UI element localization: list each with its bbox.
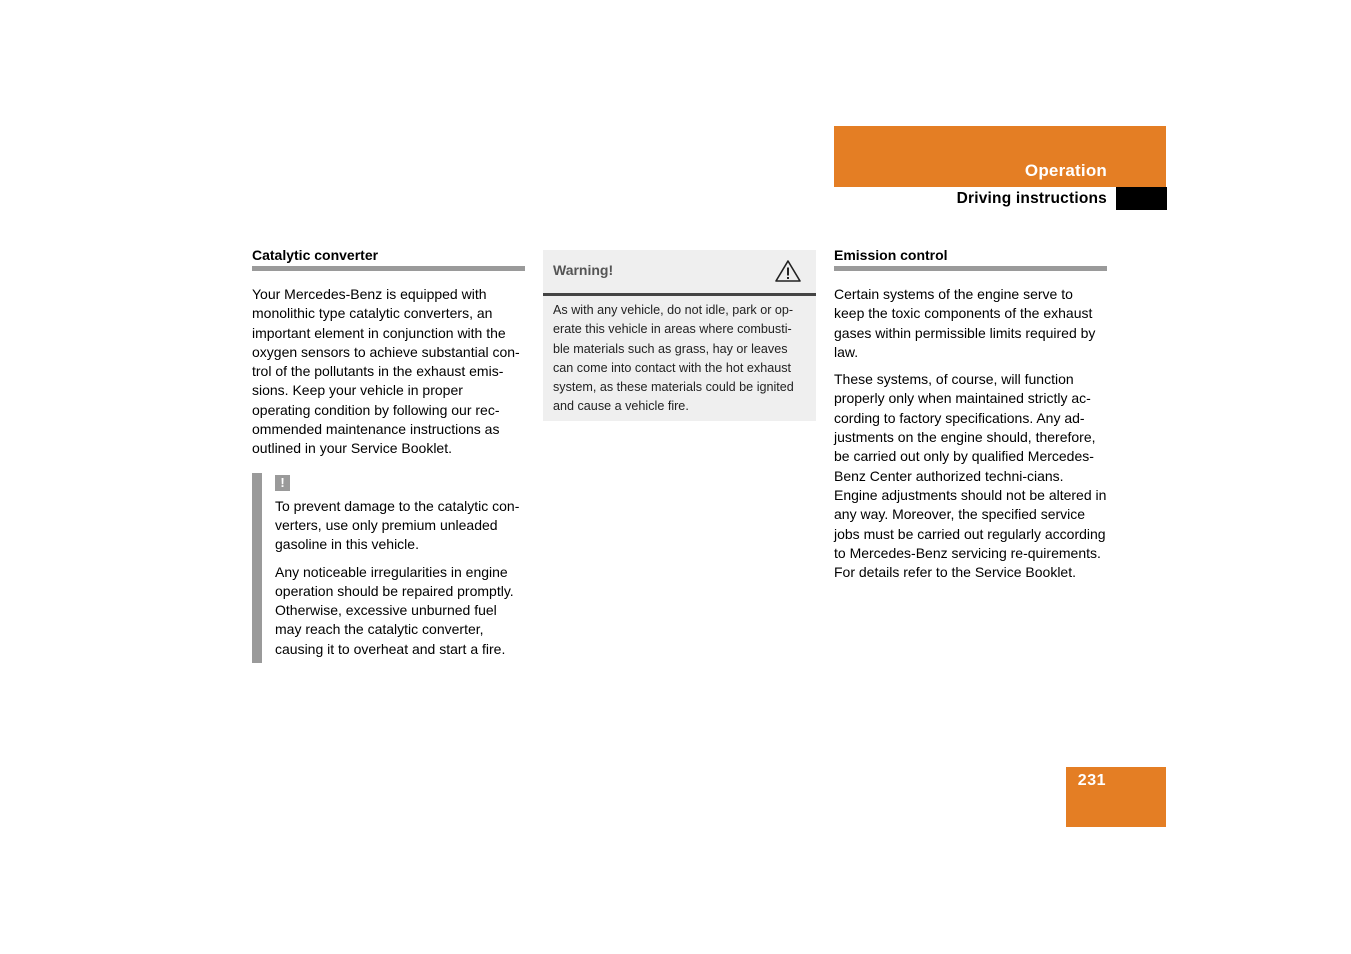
emission-control-section (834, 246, 1107, 590)
warning-body: As with any vehicle, do not idle, park or op-erate this vehicle in areas where combusti-ble materials such as grass, hay or leaves can come into contact with the hot exhaust system, as these materials could be ignited and cause a vehicle fire. (553, 303, 794, 414)
catalytic-converter-heading: Catalytic converter (252, 247, 379, 263)
section-title: Operation (1024, 161, 1107, 180)
warning-header (543, 250, 816, 296)
section-heading (834, 246, 1107, 271)
header-band (834, 126, 1166, 187)
page-number: 231 (1077, 772, 1106, 789)
warning-box (543, 250, 816, 421)
catalytic-converter-section (252, 246, 525, 663)
notice-bar (252, 473, 262, 663)
emission-control-paragraph: Certain systems of the engine serve to keep the toxic components of the exhaust gases within permissible limits required by law. (834, 286, 1096, 360)
chapter-subtitle: Driving instructions (956, 190, 1107, 207)
emission-control-paragraph: These systems, of course, will function properly only when maintained strictly ac-cording to factory specifications. Any ad-justments on the engine should, therefore, be carried out only by qualified Mercedes-Benz Center authorized techni-cians. Engine adjustments should not be altered in any way. Moreover, the specified service jobs must be carried out regularly according to Mercedes-Benz servicing re-quirements. For details refer to the Service Booklet. (834, 371, 1107, 581)
header-tab-marker (1116, 187, 1167, 210)
warning-triangle-icon (774, 259, 802, 283)
notice-box (252, 473, 525, 663)
notice-paragraph: Any noticeable irregularities in engine operation should be repaired promptly. Otherwise, excessive unburned fuel may reach the catalytic converter, causing it to overheat and start a fire. (275, 563, 514, 657)
catalytic-converter-intro: Your Mercedes-Benz is equipped with monolithic type catalytic converters, an important element in conjunction with the oxygen sensors to achieve substantial con-trol of the pollutants in the exhaust emis-sions. Keep your vehicle in proper operating condition by following our rec-ommended maintenance instructions as outlined in your Service Booklet. (252, 286, 520, 457)
emission-control-heading: Emission control (834, 247, 948, 263)
section-heading (252, 246, 525, 271)
page-number-box (1066, 767, 1166, 827)
warning-title: Warning! (553, 262, 614, 278)
notice-paragraph: To prevent damage to the catalytic con-verters, use only premium unleaded gasoline in this vehicle. (275, 497, 520, 553)
exclamation-icon: ! (275, 475, 290, 491)
